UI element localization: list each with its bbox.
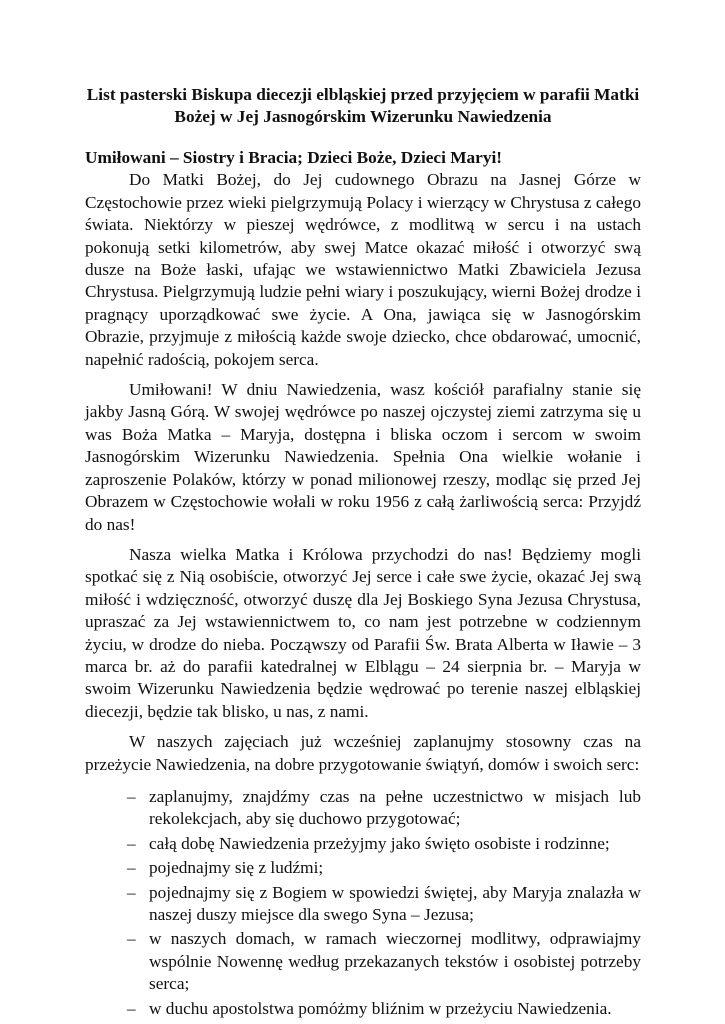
salutation: Umiłowani – Siostry i Bracia; Dzieci Boże, Dzieci Maryi!: [85, 148, 503, 167]
document-title: List pasterski Biskupa diecezji elbląskiej przed przyjęciem w parafii Matki Bożej w Jej Jasnogórskim Wizerunku Nawiedzenia: [86, 85, 640, 126]
paragraph-3: Nasza wielka Matka i Królowa przychodzi do nas! Będziemy mogli spotkać się z Nią osobiście, otworzyć Jej serce i całe swe życie, okazać Jej swą miłość i wdzięczność, otworzyć duszę dla Jej Boskiego Syna Jezusa Chrystusa, upraszać za Jej wstawiennictwem to, co nam jest potrzebne w codziennym życiu, w drodze do nieba. Począwszy od Parafii Św. Brata Alberta w Iławie – 3 marca br. aż do parafii katedralnej w Elblągu – 24 sierpnia br. – Maryja w swoim Wizerunku Nawiedzenia będzie wędrować po terenie naszej elbląskiej diecezji, będzie tak blisko, u nas, z nami.: [85, 544, 641, 721]
dash-bullet: –: [127, 998, 136, 1018]
dash-bullet: –: [127, 882, 136, 902]
list-item-text: w naszych domach, w ramach wieczornej modlitwy, odprawiajmy wspólnie Nowennę według przekazanych tekstów i osobistej potrzeby serca;: [149, 929, 641, 994]
paragraph-1: Do Matki Bożej, do Jej cudownego Obrazu na Jasnej Górze w Częstochowie przez wieki pielgrzymują Polacy i wierzący w Chrystusa z całego świata. Niektórzy w pieszej wędrówce, z modlitwą w sercu i na ustach pokonują setki kilometrów, aby swej Matce okazać miłość i otworzyć swą dusze na Boże łaski, ufając we wstawiennictwo Matki Zbawiciela Jezusa Chrystusa. Pielgrzymują ludzie pełni wiary i poszukujący, wierni Bożej drodze i pragnący uporządkować swe życie. A Ona, jawiąca się w Jasnogórskim Obrazie, przyjmuje z miłością każde swoje dziecko, chce obdarować, umocnić, napełnić radością, pokojem serca.: [85, 170, 641, 369]
paragraph-2: Umiłowani! W dniu Nawiedzenia, wasz kościół parafialny stanie się jakby Jasną Górą. W swojej wędrówce po naszej ojczystej ziemi zatrzyma się u was Boża Matka – Maryja, dostępna i bliska oczom i sercom w swoim Jasnogórskim Wizerunku Nawiedzenia. Spełnia Ona wielkie wołanie i zaproszenie Polaków, którzy w ponad milionowej rzeszy, modląc się przed Jej Obrazem w Częstochowie wołali w roku 1956 z całą żarliwością serca: Przyjdź do nas!: [85, 380, 641, 534]
list-item-text: zaplanujmy, znajdźmy czas na pełne uczestnictwo w misjach lub rekolekcjach, aby się duchowo przygotować;: [149, 786, 641, 829]
list-item-text: całą dobę Nawiedzenia przeżyjmy jako święto osobiste i rodzinne;: [149, 833, 610, 853]
list-item-text: pojednajmy się z Bogiem w spowiedzi świętej, aby Maryja znalazła w naszej duszy miejsce dla swego Syna – Jezusa;: [149, 882, 641, 924]
list-item: [85, 998, 641, 1020]
dash-bullet: –: [127, 786, 136, 806]
dash-bullet: –: [127, 833, 136, 853]
list-item: [85, 833, 641, 855]
list-item: [85, 882, 641, 927]
dash-bullet: –: [127, 929, 136, 949]
list-item-text: pojednajmy się z ludźmi;: [149, 858, 324, 878]
list-item: [85, 786, 641, 831]
letter-page: [85, 84, 641, 1022]
list-item: [85, 857, 641, 879]
preparation-list: [85, 786, 641, 1020]
list-item-text: w duchu apostolstwa pomóżmy bliźnim w przeżyciu Nawiedzenia.: [149, 998, 612, 1018]
paragraph-4: W naszych zajęciach już wcześniej zaplanujmy stosowny czas na przeżycie Nawiedzenia, na dobre przygotowanie świątyń, domów i swoich serc:: [85, 732, 641, 774]
list-item: [85, 928, 641, 995]
dash-bullet: –: [127, 858, 136, 878]
